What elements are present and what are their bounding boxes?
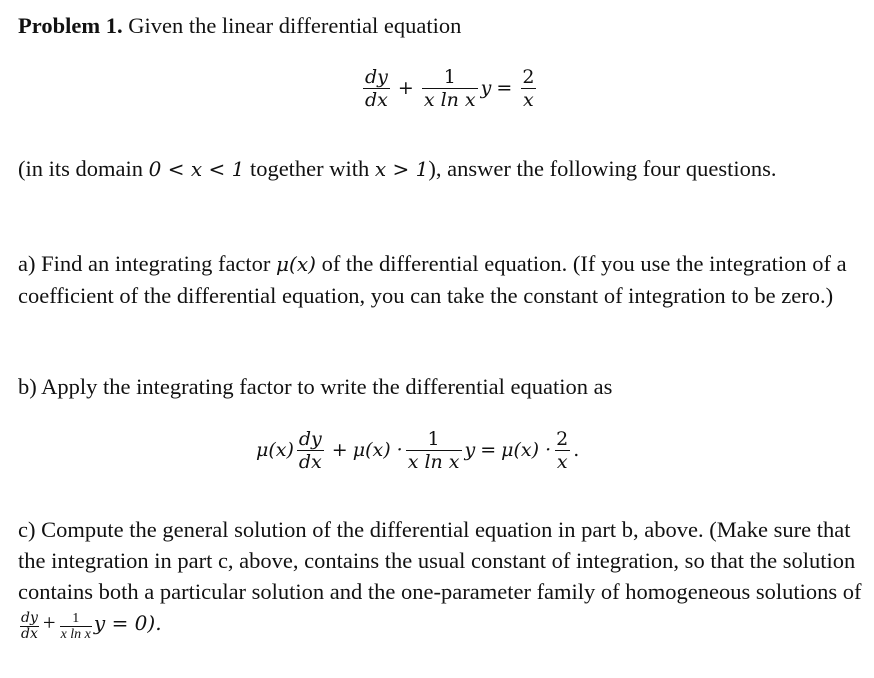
eq1-xlnx: x ln x: [423, 89, 476, 111]
part-a-paragraph: a) Find an integrating factor μ(x) of the differential equation. (If you use the integration of a coefficient of the differential equation, you can take the constant of integration to be zero.): [18, 251, 847, 308]
domain-paragraph: (in its domain 0 < x < 1 together with x > 1), answer the following four questions.: [18, 156, 777, 181]
eq2-dy-dx-fraction: $\frac{dy}{dx}$: [298, 428, 322, 473]
inline-coefficient-fraction: $\frac{1}{\text{x ln x}}$: [60, 611, 91, 643]
rhs-fraction: [520, 66, 536, 111]
eq1-dx: dx: [365, 89, 388, 111]
integrating-factor-equation: μ(x) $\frac{dy}{dx}$ + μ(x) · $\frac{1}{\text{x ln x}}$ y = μ(x) · $\frac{2}{x}$ .: [256, 428, 580, 473]
eq2-mu-rhs: μ(x) ·: [501, 439, 552, 461]
integrating-factor-symbol: μ(x): [276, 252, 316, 276]
equals-sign: =: [496, 77, 513, 99]
eq1-one: 1: [443, 66, 456, 88]
problem-heading: [18, 10, 461, 41]
dy-dx-fraction: [363, 66, 390, 111]
part-b-paragraph: b) Apply the integrating factor to write the differential equation as: [18, 374, 613, 399]
domain-condition-1: 0 < x < 1: [148, 157, 245, 181]
problem-intro: Given the linear differential equation: [128, 13, 462, 38]
eq2-mu-dot: μ(x) ·: [352, 439, 403, 461]
eq1-dy: dy: [365, 66, 388, 88]
eq1-x: x: [523, 89, 534, 111]
differential-equation: [360, 66, 539, 111]
homogeneous-tail: y = 0).: [93, 611, 162, 635]
problem-label: Problem 1.: [18, 13, 123, 38]
domain-condition-2: x > 1: [374, 157, 429, 181]
part-c-paragraph: c) Compute the general solution of the differential equation in part b, above. (Make sure that the integration in part c, above, contains the usual constant of integration, so that the solution contains both a particular solution and the one-parameter family of homogeneous solutions of $\frac{dy}{dx}$ + $\frac{1}{\text{x ln x}}$ y = 0).: [18, 517, 862, 643]
eq1-two: 2: [522, 66, 535, 88]
eq2-mu: μ(x): [256, 439, 294, 461]
coefficient-fraction: [422, 66, 478, 111]
plus-sign: +: [397, 77, 414, 99]
inline-dy-dx-fraction: $\frac{dy}{dx}$: [21, 610, 38, 643]
eq2-rhs-fraction: $\frac{2}{x}$: [556, 428, 569, 473]
eq1-y: y: [480, 77, 492, 99]
eq2-coefficient-fraction: $\frac{1}{\text{x ln x}}$: [407, 428, 460, 473]
